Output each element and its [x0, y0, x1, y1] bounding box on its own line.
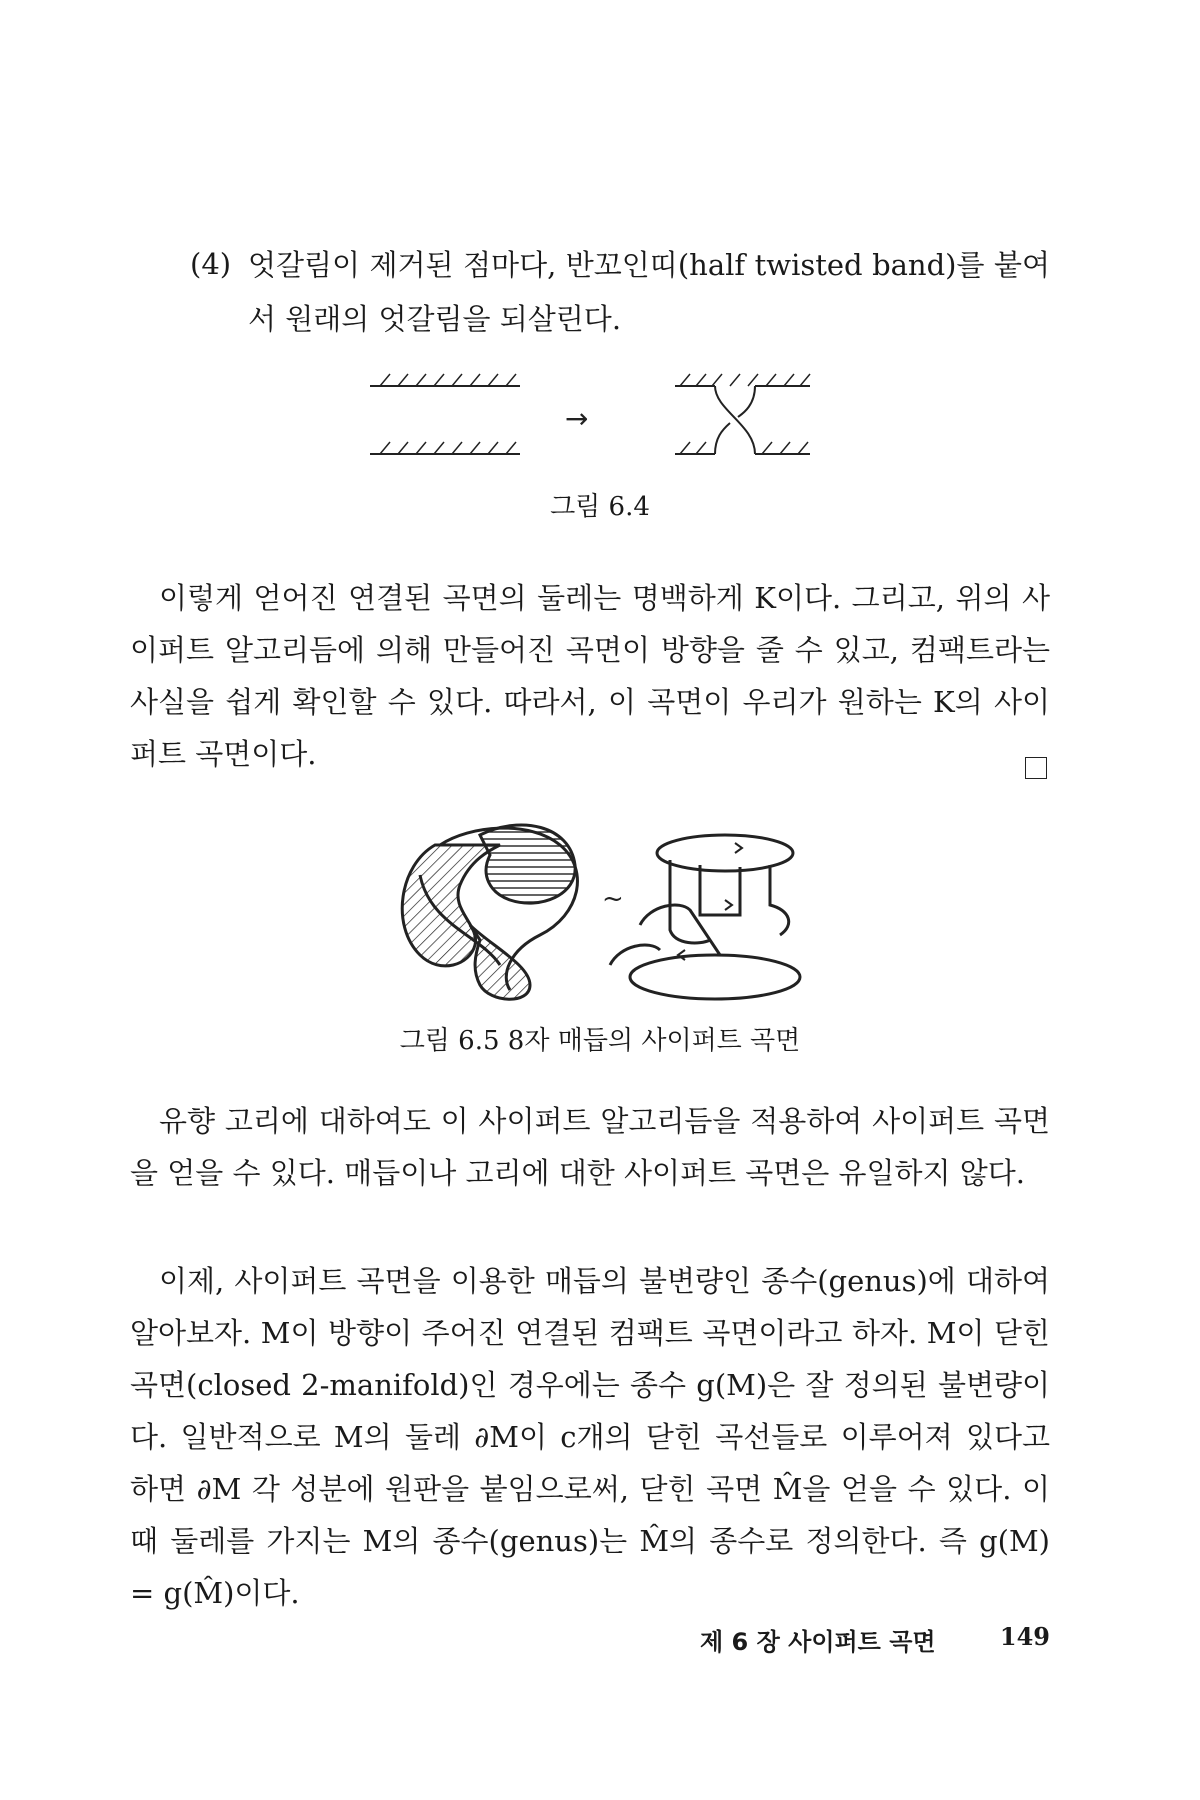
step-number: (4)	[190, 247, 232, 281]
figure-6-4-caption: 그림 6.4	[550, 492, 650, 522]
page-footer	[700, 1622, 1050, 1657]
arrow-icon: →	[565, 402, 589, 435]
seifert-disk-surface	[610, 835, 800, 999]
step-item	[190, 238, 1050, 346]
qed-box	[1025, 757, 1047, 779]
paragraph-1: 이렇게 얻어진 연결된 곡면의 둘레는 명백하게 K이다. 그리고, 위의 사이퍼트 알고리듬에 의해 만들어진 곡면이 방향을 줄 수 있고, 컴팩트라는 사실을 쉽게 확인할 수 있다. 따라서, 이 곡면이 우리가 원하는 K의 사이퍼트 곡면이다.	[130, 581, 1050, 771]
left-band	[370, 374, 520, 454]
paragraph-3: 이제, 사이퍼트 곡면을 이용한 매듭의 불변량인 종수(genus)에 대하여 알아보자. M이 방향이 주어진 연결된 컴팩트 곡면이라고 하자. M이 닫힌 곡면(closed 2-manifold)인 경우에는 종수 g(M)은 잘 정의된 불변량이다. 일반적으로 M의 둘레 ∂M이 c개의 닫힌 곡선들로 이루어져 있다고 하면 ∂M 각 성분에 원판을 붙임으로써, 닫힌 곡면 M̂을 얻을 수 있다. 이때 둘레를 가지는 M의 종수(genus)는 M̂의 종수로 정의한다. 즉 g(M) = g(M̂)이다.	[130, 1264, 1050, 1610]
figure-6-4	[370, 370, 830, 470]
figure-6-5	[380, 815, 820, 1005]
page-number: 149	[999, 1622, 1050, 1651]
tilde-symbol: ~	[602, 884, 624, 914]
paragraph-2: 유향 고리에 대하여도 이 사이퍼트 알고리듬을 적용하여 사이퍼트 곡면을 얻을 수 있다. 매듭이나 고리에 대한 사이퍼트 곡면은 유일하지 않다.	[130, 1104, 1050, 1190]
chapter-title: 제 6 장 사이퍼트 곡면	[700, 1628, 936, 1656]
figure-eight-knot-surface	[402, 825, 577, 999]
step-text: 엇갈림이 제거된 점마다, 반꼬인띠(half twisted band)를 붙여서 원래의 엇갈림을 되살린다.	[248, 248, 1050, 336]
twisted-band	[675, 374, 810, 454]
figure-6-5-caption: 그림 6.5 8자 매듭의 사이퍼트 곡면	[399, 1026, 801, 1056]
